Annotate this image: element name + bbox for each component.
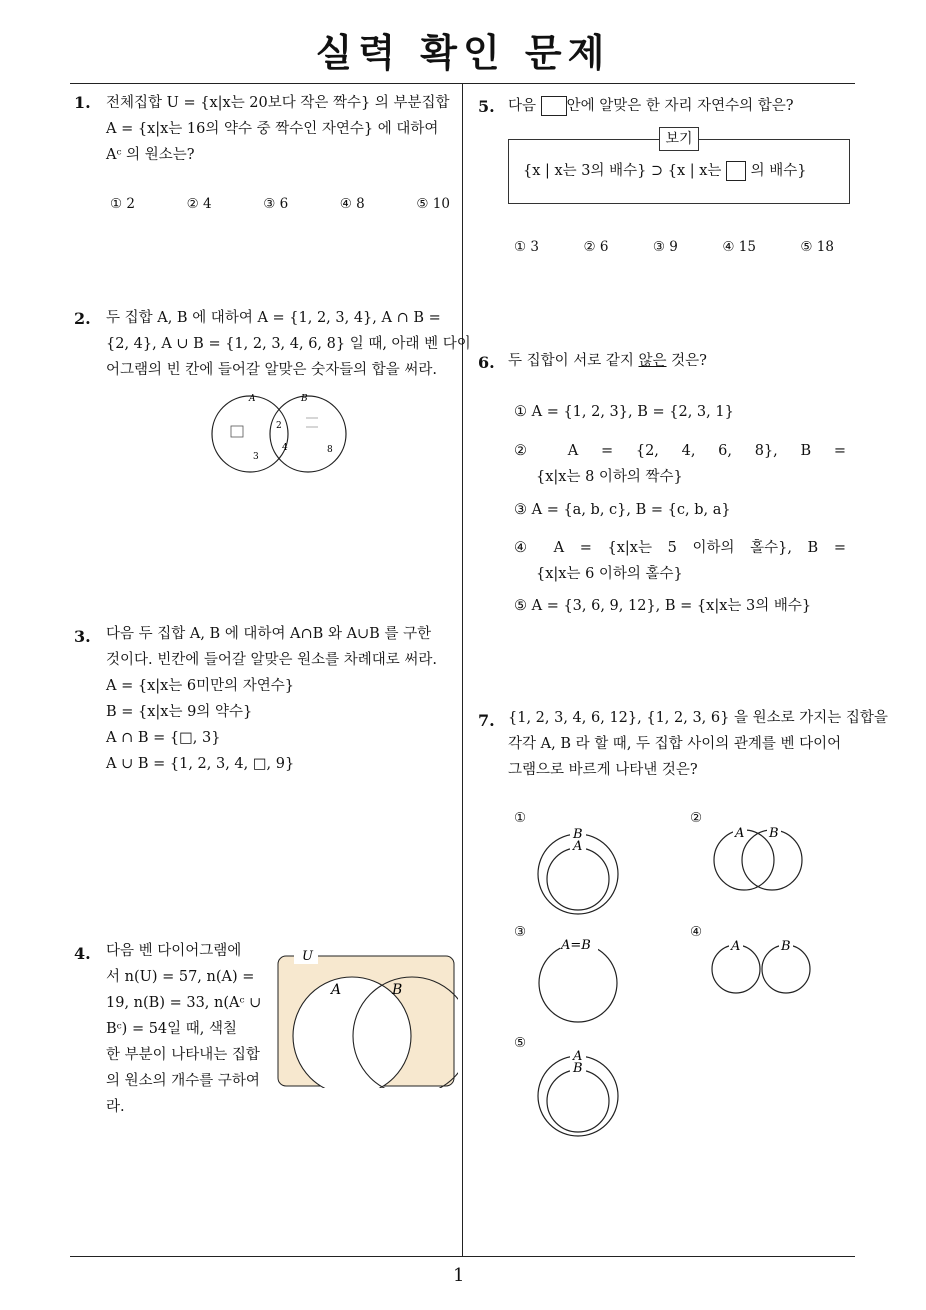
q7-opt5-inner-circle xyxy=(547,1070,609,1132)
q6-choice-3[interactable] xyxy=(514,497,731,523)
q7-option-2-mark[interactable]: ② xyxy=(690,810,703,826)
q5-text xyxy=(508,93,794,119)
q3-line: A ∪ B = {1, 2, 3, 4, □, 9} xyxy=(106,756,295,772)
q6-choice-5[interactable] xyxy=(514,593,811,619)
q4-number: 4. xyxy=(74,944,91,963)
q7-option-2-venn[interactable] xyxy=(704,822,814,897)
q2-blank-box xyxy=(231,426,243,437)
q5-bogi-label: 보기 xyxy=(659,127,699,151)
page-title: 실력 확인 문제 xyxy=(315,31,611,75)
q1-line: A = {x|x는 16의 약수 중 짝수인 자연수} 에 대하여 xyxy=(106,121,439,137)
q5-text-before: 다음 xyxy=(508,98,537,114)
q6-choice-2[interactable] xyxy=(514,438,846,490)
q1-choice-3[interactable]: ③ 6 xyxy=(263,196,289,212)
q7-option-3-mark[interactable]: ③ xyxy=(514,924,527,940)
q7-option-1-mark[interactable]: ① xyxy=(514,810,527,826)
q7-option-4-venn[interactable] xyxy=(704,935,814,1000)
q7-opt2-label-a: A xyxy=(735,826,745,841)
q2-line: 두 집합 A, B 에 대하여 A = {1, 2, 3, 4}, A ∩ B = xyxy=(106,310,441,326)
q7-opt3-circle xyxy=(539,944,617,1022)
q6-choice-1-line: ① A = {1, 2, 3}, B = {2, 3, 1} xyxy=(514,404,734,420)
q6-text-after: 것은? xyxy=(671,353,707,369)
q4-venn-diagram xyxy=(276,946,458,1088)
q1-text xyxy=(106,90,450,168)
q6-choice-2-line: {x|x는 8 이하의 짝수} xyxy=(536,469,683,485)
q1-choice-2[interactable]: ② 4 xyxy=(186,196,212,212)
q7-opt3-label: A=B xyxy=(561,938,591,953)
q5-bogi-blank xyxy=(726,161,746,181)
q7-opt1-inner-circle xyxy=(547,848,609,910)
q1-line: 전체집합 U = {x|x는 20보다 작은 짝수} 의 부분집합 xyxy=(106,95,450,111)
q3-text xyxy=(106,621,437,777)
q7-text xyxy=(508,705,888,783)
q7-number: 7. xyxy=(478,711,495,730)
q3-line: 다음 두 집합 A, B 에 대하여 A∩B 와 A∪B 를 구한 xyxy=(106,626,432,642)
q6-choice-2-line: ② A = {2, 4, 6, 8}, B = xyxy=(514,443,846,459)
q5-choice-5[interactable]: ⑤ 18 xyxy=(800,239,834,255)
q7-line: 각각 A, B 라 할 때, 두 집합 사이의 관계를 벤 다이어 xyxy=(508,736,842,752)
q5-bogi-content xyxy=(523,159,807,181)
q7-option-5-mark[interactable]: ⑤ xyxy=(514,1035,527,1051)
q7-option-5-venn[interactable] xyxy=(530,1046,630,1141)
q7-line: 그램으로 바르게 나타낸 것은? xyxy=(508,762,698,778)
page-number: 1 xyxy=(453,1265,465,1286)
q5-choice-1[interactable]: ① 3 xyxy=(514,239,539,255)
q1-number: 1. xyxy=(74,93,91,112)
q5-choice-4[interactable]: ④ 15 xyxy=(722,239,756,255)
q6-choice-4-line: {x|x는 6 이하의 홀수} xyxy=(536,566,683,582)
q4-line: 한 부분이 나타내는 집합 xyxy=(106,1047,260,1063)
bottom-rule xyxy=(70,1256,855,1257)
q5-bogi-left: {x | x는 3의 배수} ⊃ {x | x는 xyxy=(523,163,722,179)
q2-num-4: 4 xyxy=(282,443,288,453)
q4-line: 19, n(B) = 33, n(Aᶜ ∪ xyxy=(106,995,262,1011)
q1-choice-1[interactable]: ① 2 xyxy=(110,196,135,212)
q2-num-3: 3 xyxy=(253,452,259,462)
q4-label-b: B xyxy=(392,982,403,998)
q7-opt1-label-inner: A xyxy=(573,839,583,854)
q3-line: 것이다. 빈칸에 들어갈 알맞은 원소를 차례대로 써라. xyxy=(106,652,438,668)
q1-choice-5[interactable]: ⑤ 10 xyxy=(416,196,450,212)
q7-opt2-label-b: B xyxy=(769,826,779,841)
q4-line: 의 원소의 개수를 구하여 xyxy=(106,1073,260,1089)
q6-choice-3-line: ③ A = {a, b, c}, B = {c, b, a} xyxy=(514,502,731,518)
q7-opt1-label-outer: B xyxy=(573,827,583,842)
q5-choices xyxy=(514,239,834,255)
q2-num-8: 8 xyxy=(327,445,333,455)
q2-line: 어그램의 빈 칸에 들어갈 알맞은 숫자들의 합을 써라. xyxy=(106,362,438,378)
q7-opt5-label-outer: A xyxy=(573,1049,583,1064)
q4-line: Bᶜ) = 54일 때, 색칠 xyxy=(106,1021,238,1037)
q6-text xyxy=(508,348,707,374)
q5-number: 5. xyxy=(478,97,495,116)
q4-line: 서 n(U) = 57, n(A) = xyxy=(106,969,255,985)
q7-option-4-mark[interactable]: ④ xyxy=(690,924,703,940)
q6-choice-4[interactable] xyxy=(514,535,846,587)
q4-line: 다음 벤 다이어그램에 xyxy=(106,943,242,959)
q6-number: 6. xyxy=(478,353,495,372)
q1-line: Aᶜ 의 원소는? xyxy=(106,147,195,163)
q4-label-a: A xyxy=(331,982,342,998)
q2-venn-diagram xyxy=(205,390,355,485)
q2-circle-b xyxy=(270,396,346,472)
q3-line: A = {x|x는 6미만의 자연수} xyxy=(106,678,295,694)
q6-choice-1[interactable] xyxy=(514,399,734,425)
q2-num-2: 2 xyxy=(276,421,282,431)
q2-label-b: B xyxy=(301,394,308,404)
q1-choice-4[interactable]: ④ 8 xyxy=(339,196,365,212)
q7-option-1-venn[interactable] xyxy=(530,822,630,917)
q2-number: 2. xyxy=(74,309,91,328)
q6-text-before: 두 집합이 서로 같지 xyxy=(508,353,634,369)
q3-number: 3. xyxy=(74,627,91,646)
q5-choice-3[interactable]: ③ 9 xyxy=(652,239,678,255)
q5-bogi-right: 의 배수} xyxy=(750,163,807,179)
q7-line: {1, 2, 3, 4, 6, 12}, {1, 2, 3, 6} 을 원소로 가지는 집합을 xyxy=(508,710,888,726)
q7-opt4-label-a: A xyxy=(731,939,741,954)
q6-choice-4-line: ④ A = {x|x는 5 이하의 홀수}, B = xyxy=(514,540,846,556)
q1-choices xyxy=(110,196,450,212)
q4-label-u: U xyxy=(302,949,313,964)
q5-choice-2[interactable]: ② 6 xyxy=(583,239,609,255)
column-divider xyxy=(462,83,463,1256)
q5-text-after: 안에 알맞은 한 자리 자연수의 합은? xyxy=(566,98,794,114)
q3-line: A ∩ B = {□, 3} xyxy=(106,730,221,746)
q7-option-3-venn[interactable] xyxy=(530,935,630,1025)
q2-text xyxy=(106,305,471,383)
q7-opt4-label-b: B xyxy=(781,939,791,954)
q2-label-a: A xyxy=(249,394,256,404)
q4-text xyxy=(106,938,261,1120)
q4-line: 라. xyxy=(106,1099,125,1115)
q5-blank-box xyxy=(541,96,567,116)
q6-text-underline: 않은 xyxy=(638,353,667,369)
q2-circle-a xyxy=(212,396,288,472)
q3-line: B = {x|x는 9의 약수} xyxy=(106,704,253,720)
q2-line: {2, 4}, A ∪ B = {1, 2, 3, 4, 6, 8} 일 때, 아래 벤 다이 xyxy=(106,336,471,352)
q6-choice-5-line: ⑤ A = {3, 6, 9, 12}, B = {x|x는 3의 배수} xyxy=(514,598,812,614)
q7-opt5-label-inner: B xyxy=(573,1061,583,1076)
